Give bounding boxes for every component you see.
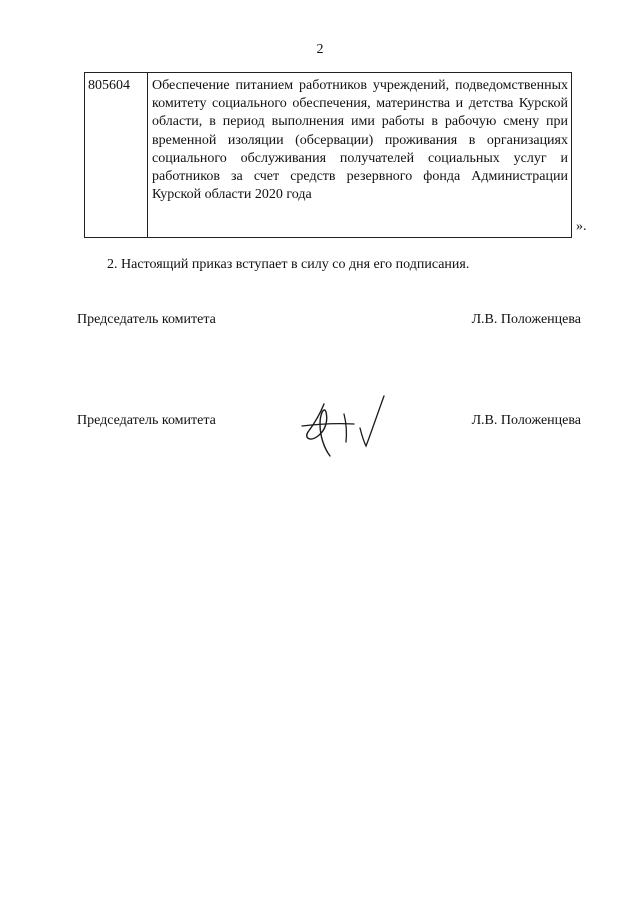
signer-position: Председатель комитета xyxy=(77,413,216,428)
page-number: 2 xyxy=(316,42,324,57)
budget-code-cell: 805604 xyxy=(85,73,148,237)
budget-code-table xyxy=(84,72,572,238)
budget-description-cell: Обеспечение питанием работников учреждений, подведомственных комитету социального обеспечения, материнства и детства Курской области, в период выполнения ими работы в рабочую смену при временной изоляции (обсервации) проживания в организациях социального обслуживания получателей социальных услуг и работников за счет средств резервного фонда Администрации Курской области 2020 года xyxy=(152,78,568,203)
signer-name: Л.В. Положенцева xyxy=(471,413,581,428)
signer-name: Л.В. Положенцева xyxy=(471,312,581,327)
signer-position: Председатель комитета xyxy=(77,312,216,327)
closing-quote: ». xyxy=(576,219,587,234)
clause-2: 2. Настоящий приказ вступает в силу со дня его подписания. xyxy=(107,257,470,272)
handwritten-signature xyxy=(300,390,392,460)
